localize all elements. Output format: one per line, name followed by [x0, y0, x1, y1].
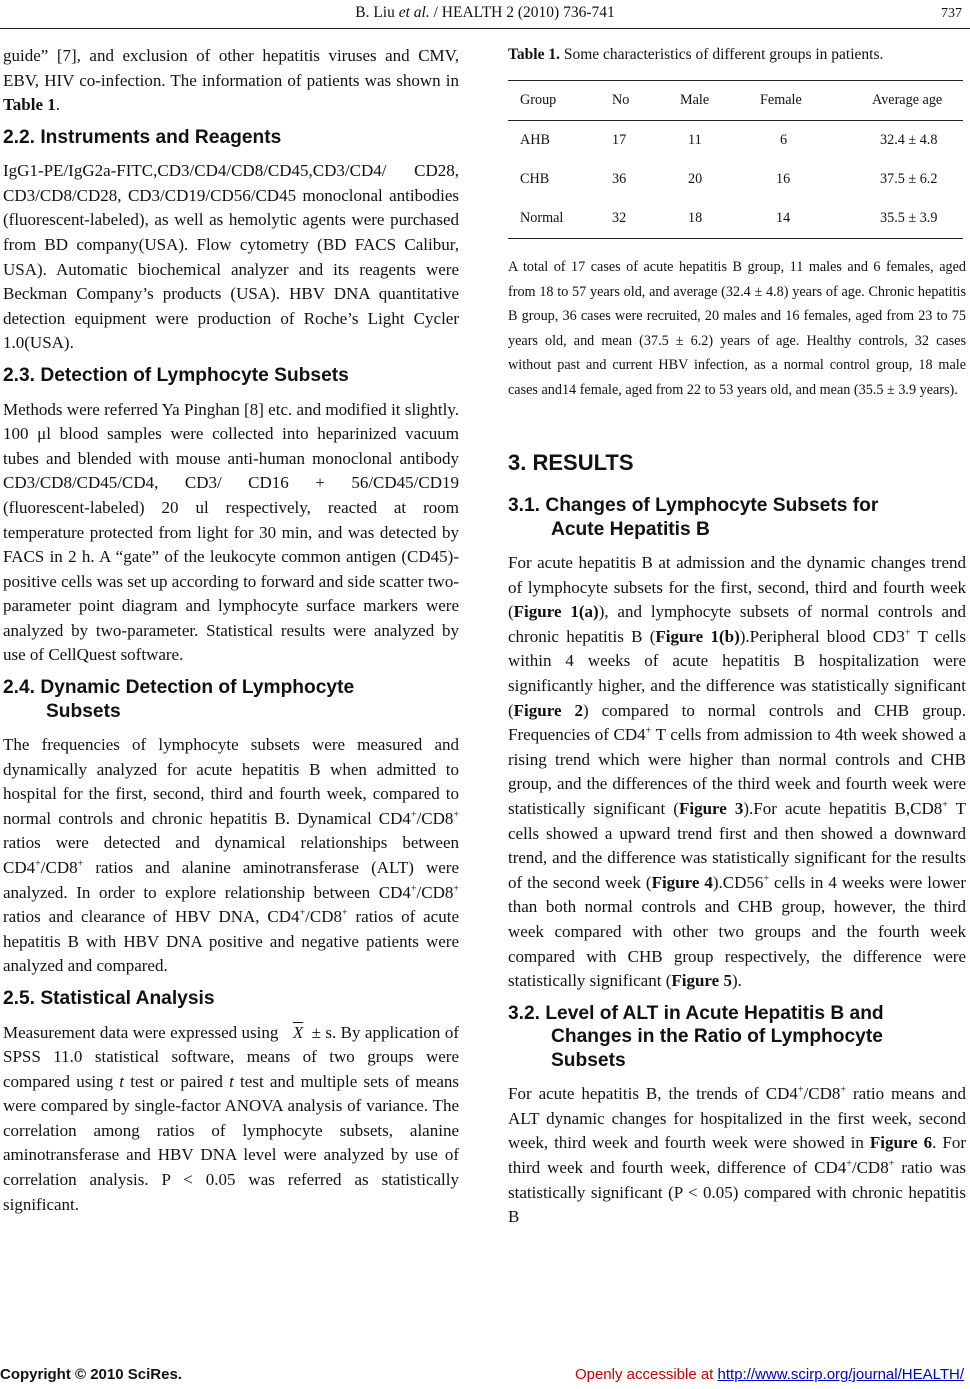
- figure-ref: Figure 2: [513, 700, 583, 720]
- table-header-cell: No: [612, 92, 630, 108]
- intro-paragraph: guide” [7], and exclusion of other hepatitis viruses and CMV, EBV, HIV co-infection. The information of patients was shown in Table 1.: [3, 46, 459, 115]
- section-2-3-text: Methods were referred Ya Pinghan [8] etc. and modified it slightly. 100 μl blood samples were collected into heparinized vacuum tubes and blended with mouse anti-human monoclonal antibody CD3/CD8/CD45/CD4, CD3/ CD16 + 56/CD45/CD19 (fluorescent-labeled) 20 ul respectively, reacted at room temperature protected from light for 30 min, and was detected by FACS in 2 h. A “gate” of the leukocyte common antigen (CD45)-positive cells was set up according to forward and side scatter two-parameter point diagram and lymphocyte surface markers were analyzed by two-parameter. Statistical results were analyzed by use of CellQuest software.: [3, 399, 459, 665]
- running-header: [0, 4, 970, 26]
- section-2-4-text: The frequencies of lymphocyte subsets were measured and dynamically analyzed for acute hepatitis B when admitted to hospital for the first, second, third and fourth week, compared to normal controls and chronic hepatitis B. Dynamical CD4+/CD8+ ratios were detected and dynamical relationships between CD4+/CD8+ ratios and alanine aminotransferase (ALT) were analyzed. In order to explore relationship between CD4+/CD8+ ratios and clearance of HBV DNA, CD4+/CD8+ ratios of acute hepatitis B with HBV DNA positive and negative patients were analyzed and compared.: [3, 735, 459, 976]
- table-caption: Table 1. Some characteristics of different groups in patients.: [508, 46, 884, 63]
- table-cell: CHB: [520, 171, 550, 187]
- figure-ref: Figure 1(b): [655, 626, 740, 646]
- characteristics-table: [508, 80, 963, 239]
- table-cell: 36: [612, 171, 627, 187]
- figure-ref: Figure 1(a): [513, 602, 599, 622]
- header-rule: [0, 28, 970, 29]
- page-number: 737: [941, 6, 962, 21]
- table-header-cell: Male: [680, 92, 710, 108]
- section-3-2-text: For acute hepatitis B, the trends of CD4+/CD8+ ratio means and ALT dynamic changes for hospitalized in the first week, second week, third week and fourth week were showed in Figure 6. For third week and fourth week, difference of CD4+/CD8+ ratio was statistically significant (P < 0.05) compared with chronic hepatitis B: [508, 1084, 967, 1227]
- table-cell: 11: [688, 132, 702, 148]
- table-note: A total of 17 cases of acute hepatitis B group, 11 males and 6 females, aged from 18 to 57 years old, and average (32.4 ± 4.8) years of age. Chronic hepatitis B group, 36 cases were recruited, 20 males and 16 females, aged from 23 to 75 years old, and mean (37.5 ± 6.2) years of age. Healthy controls, 32 cases without past and current HBV infection, as a normal control group, 18 male cases and14 female, aged from 22 to 53 years old, and mean (35.5 ± 3.9 years).: [508, 259, 966, 398]
- results-heading: 3. RESULTS: [508, 450, 634, 475]
- section-2-3-heading: 2.3. Detection of Lymphocyte Subsets: [3, 365, 349, 387]
- table-cell: 17: [612, 132, 627, 148]
- section-3-2-heading: 3.2. Level of ALT in Acute Hepatitis B and Changes in the Ratio of Lymphocyte Subsets: [508, 1002, 884, 1071]
- table-header-cell: Group: [520, 92, 557, 108]
- section-3-1-heading: 3.1. Changes of Lymphocyte Subsets for Acute Hepatitis B: [508, 495, 879, 540]
- section-2-5-heading: 2.5. Statistical Analysis: [3, 988, 215, 1009]
- table-cell: 37.5 ± 6.2: [880, 171, 938, 187]
- open-access-notice: Openly accessible at http://www.scirp.org/journal/HEALTH/: [574, 1366, 964, 1383]
- table-cell: 32: [612, 210, 627, 226]
- figure-ref: Figure 6: [869, 1133, 933, 1153]
- page-footer: [0, 1366, 970, 1388]
- table-cell: 18: [688, 210, 703, 226]
- journal-link[interactable]: http://www.scirp.org/journal/HEALTH/: [717, 1366, 964, 1383]
- table-cell: 20: [688, 171, 703, 187]
- section-3-1-text: For acute hepatitis B at admission and the dynamic changes trend of lymphocyte subsets for the first, second, third and fourth week (Figure 1(a)), and lymphocyte subsets of normal controls and chronic hepatitis B (Figure 1(b)).Peripheral blood CD3+ T cells within 4 weeks of acute hepatitis B hospitalization were significantly higher, and the difference was statistically significant (Figure 2) compared to normal controls and CHB group. Frequencies of CD4+ T cells from admission to 4th week showed a rising trend which were higher than normal controls and CHB group, and the differences of the third week and fourth week were statistically significant (Figure 3).For acute hepatitis B,CD8+ T cells showed a upward trend first and then showed a downward trend, and the difference was statistically significant for the results of the second week (Figure 4).CD56+ cells in 4 weeks were lower than both normal controls and CHB group, however, the third week compared with other two groups and the fourth week compared with CHB group respectively, the difference were statistically significant (Figure 5).: [508, 553, 967, 991]
- table-cell: Normal: [520, 210, 564, 226]
- figure-ref: Figure 5: [671, 971, 732, 991]
- table-cell: 14: [776, 210, 791, 226]
- right-column: [508, 44, 966, 1230]
- table-row: [508, 160, 963, 199]
- figure-ref: Figure 4: [651, 872, 713, 892]
- left-column: [3, 44, 459, 1217]
- table-cell: AHB: [520, 132, 550, 148]
- table-header-row: [508, 81, 963, 121]
- copyright-notice: Copyright © 2010 SciRes.: [0, 1366, 182, 1383]
- figure-ref: Figure 3: [678, 798, 744, 818]
- table-cell: 32.4 ± 4.8: [880, 132, 938, 148]
- table-cell: 6: [780, 132, 788, 148]
- table-row: [508, 199, 963, 239]
- mean-symbol: $\overline{X}$: [292, 1022, 304, 1042]
- section-2-5-text: Measurement data were expressed using $\overline{X} \pm s$. By application of SPSS 11.0 statistical software, means of two groups were compared using t test or paired t test and multiple sets of means were compared by single-factor ANOVA analysis of variance. The correlation among ratios of lymphocyte subsets, alanine aminotransferase and HBV DNA level were analyzed by use of correlation analysis. P < 0.05 was referred as statistically significant.: [3, 1022, 460, 1214]
- section-2-2-text: IgG1-PE/IgG2a-FITC,CD3/CD4/CD8/CD45,CD3/CD4/ CD28, CD3/CD8/CD28, CD3/CD19/CD56/CD45 monoclonal antibodies (fluorescent-labeled), as well as hemolytic agents were purchased from BD company(USA). Flow cytometry (BD FACS Calibur, USA). Automatic biochemical analyzer and its reagents were Beckman Company’s products (USA). HBV DNA quantitative detection equipment were production of Roche’s Light Cycler 1.0(USA).: [3, 161, 459, 353]
- table-row: [508, 121, 963, 161]
- table-cell: 16: [776, 171, 791, 187]
- section-2-4-heading: 2.4. Dynamic Detection of Lymphocyte Subsets: [3, 677, 355, 722]
- running-title: B. Liu et al. / HEALTH 2 (2010) 736-741: [355, 4, 615, 21]
- table-cell: 35.5 ± 3.9: [880, 210, 938, 226]
- section-2-2-heading: 2.2. Instruments and Reagents: [3, 126, 282, 148]
- table-header-cell: Average age: [872, 92, 943, 108]
- table-header-cell: Female: [760, 92, 802, 108]
